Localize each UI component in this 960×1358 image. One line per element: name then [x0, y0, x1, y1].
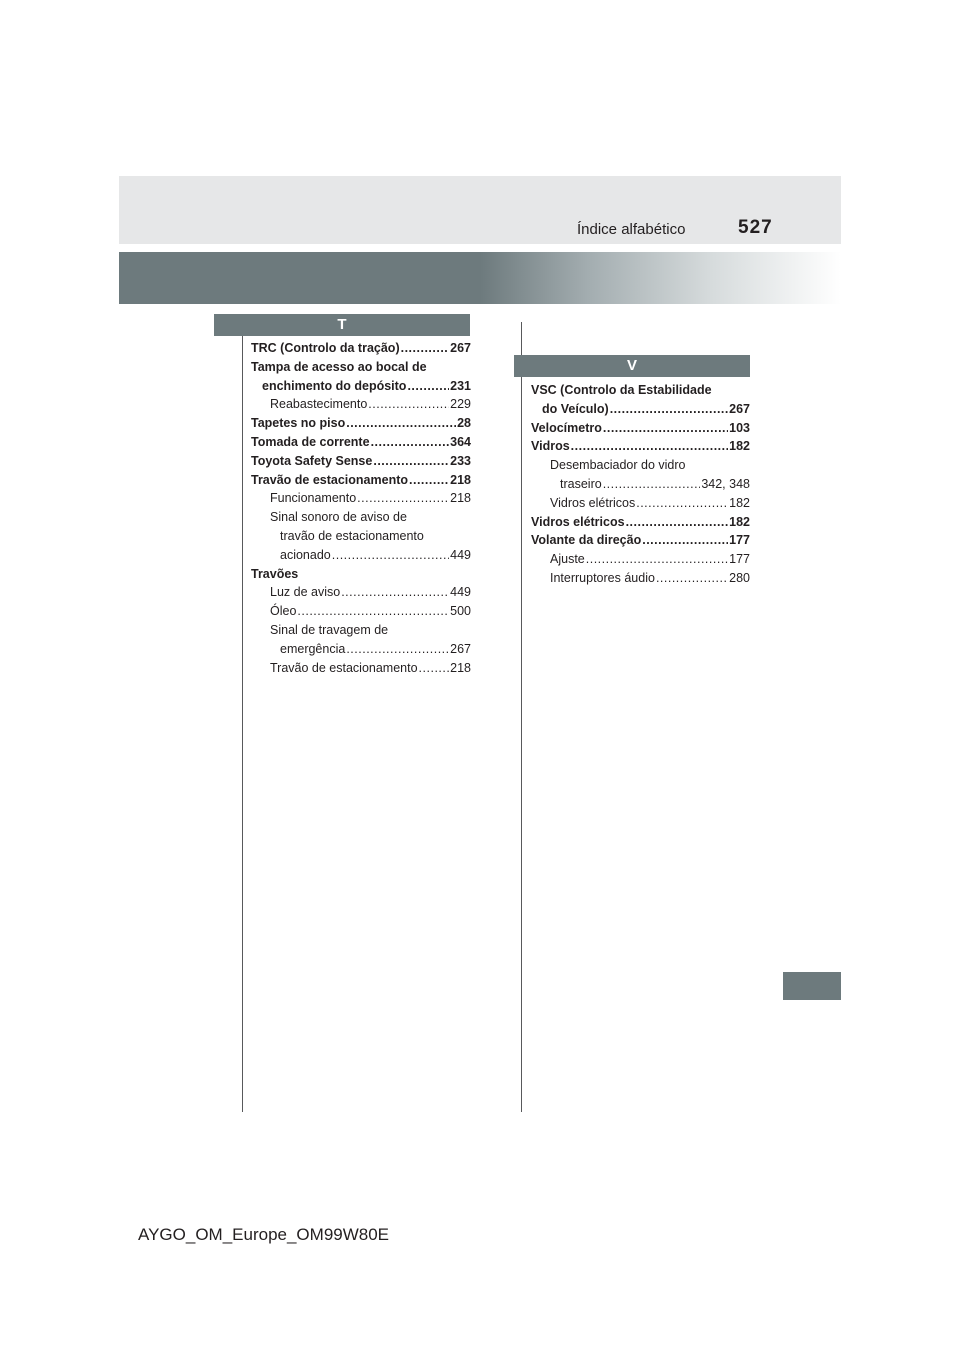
index-subentry[interactable]: Vidros elétricos ..... 182	[531, 494, 750, 513]
decorative-gradient-band	[119, 252, 841, 304]
index-entry[interactable]: Tomada de corrente ..... 364	[251, 433, 471, 452]
index-entry[interactable]: do Veículo) ..... 267	[531, 400, 750, 419]
index-subentry[interactable]: Luz de aviso ..... 449	[251, 583, 471, 602]
index-subentry: Desembaciador do vidro	[550, 458, 686, 473]
index-entry[interactable]: Volante da direção ..... 177	[531, 531, 750, 550]
index-column-v	[531, 381, 750, 588]
index-subentry[interactable]: acionado ..... 449	[251, 546, 471, 565]
page-number: 527	[738, 217, 773, 238]
index-subentry[interactable]: Ajuste ..... 177	[531, 550, 750, 569]
index-entry[interactable]: Vidros ..... 182	[531, 437, 750, 456]
index-entry: Travões	[251, 566, 299, 581]
index-subentry[interactable]: emergência ..... 267	[251, 640, 471, 659]
index-subentry[interactable]: Travão de estacionamento ..... 218	[251, 659, 471, 678]
index-entry[interactable]: TRC (Controlo da tração) ..... 267	[251, 339, 471, 358]
index-subentry[interactable]: Óleo ..... 500	[251, 602, 471, 621]
chapter-side-tab	[783, 972, 841, 1000]
index-entry: Tampa de acesso ao bocal de	[251, 359, 427, 374]
index-subentry[interactable]: Reabastecimento ..... 229	[251, 395, 471, 414]
index-entry[interactable]: enchimento do depósito ..... 231	[251, 377, 471, 396]
index-subentry[interactable]: Interruptores áudio ..... 280	[531, 569, 750, 588]
index-entry[interactable]: Toyota Safety Sense ..... 233	[251, 452, 471, 471]
index-entry: VSC (Controlo da Estabilidade	[531, 383, 712, 397]
column-divider-left	[242, 322, 243, 1112]
index-entry[interactable]: Velocímetro ..... 103	[531, 419, 750, 438]
index-subentry: Sinal de travagem de	[270, 622, 389, 637]
document-code-footer: AYGO_OM_Europe_OM99W80E	[138, 1225, 390, 1244]
index-subentry: Sinal sonoro de aviso de	[270, 510, 407, 525]
index-subentry[interactable]: traseiro ..... 342, 348	[531, 475, 750, 494]
section-title: Índice alfabético	[577, 221, 686, 238]
index-entry[interactable]: Travão de estacionamento ..... 218	[251, 471, 471, 490]
index-entry[interactable]: Tapetes no piso ..... 28	[251, 414, 471, 433]
index-subentry[interactable]: Funcionamento ..... 218	[251, 489, 471, 508]
index-column-t	[251, 339, 471, 677]
index-letter-header-t: T	[214, 314, 470, 336]
index-subentry: travão de estacionamento	[280, 528, 424, 543]
index-letter-header-v: V	[514, 355, 750, 377]
column-divider-right	[521, 322, 522, 1112]
index-entry[interactable]: Vidros elétricos ..... 182	[531, 513, 750, 532]
page-header-band	[119, 176, 841, 244]
